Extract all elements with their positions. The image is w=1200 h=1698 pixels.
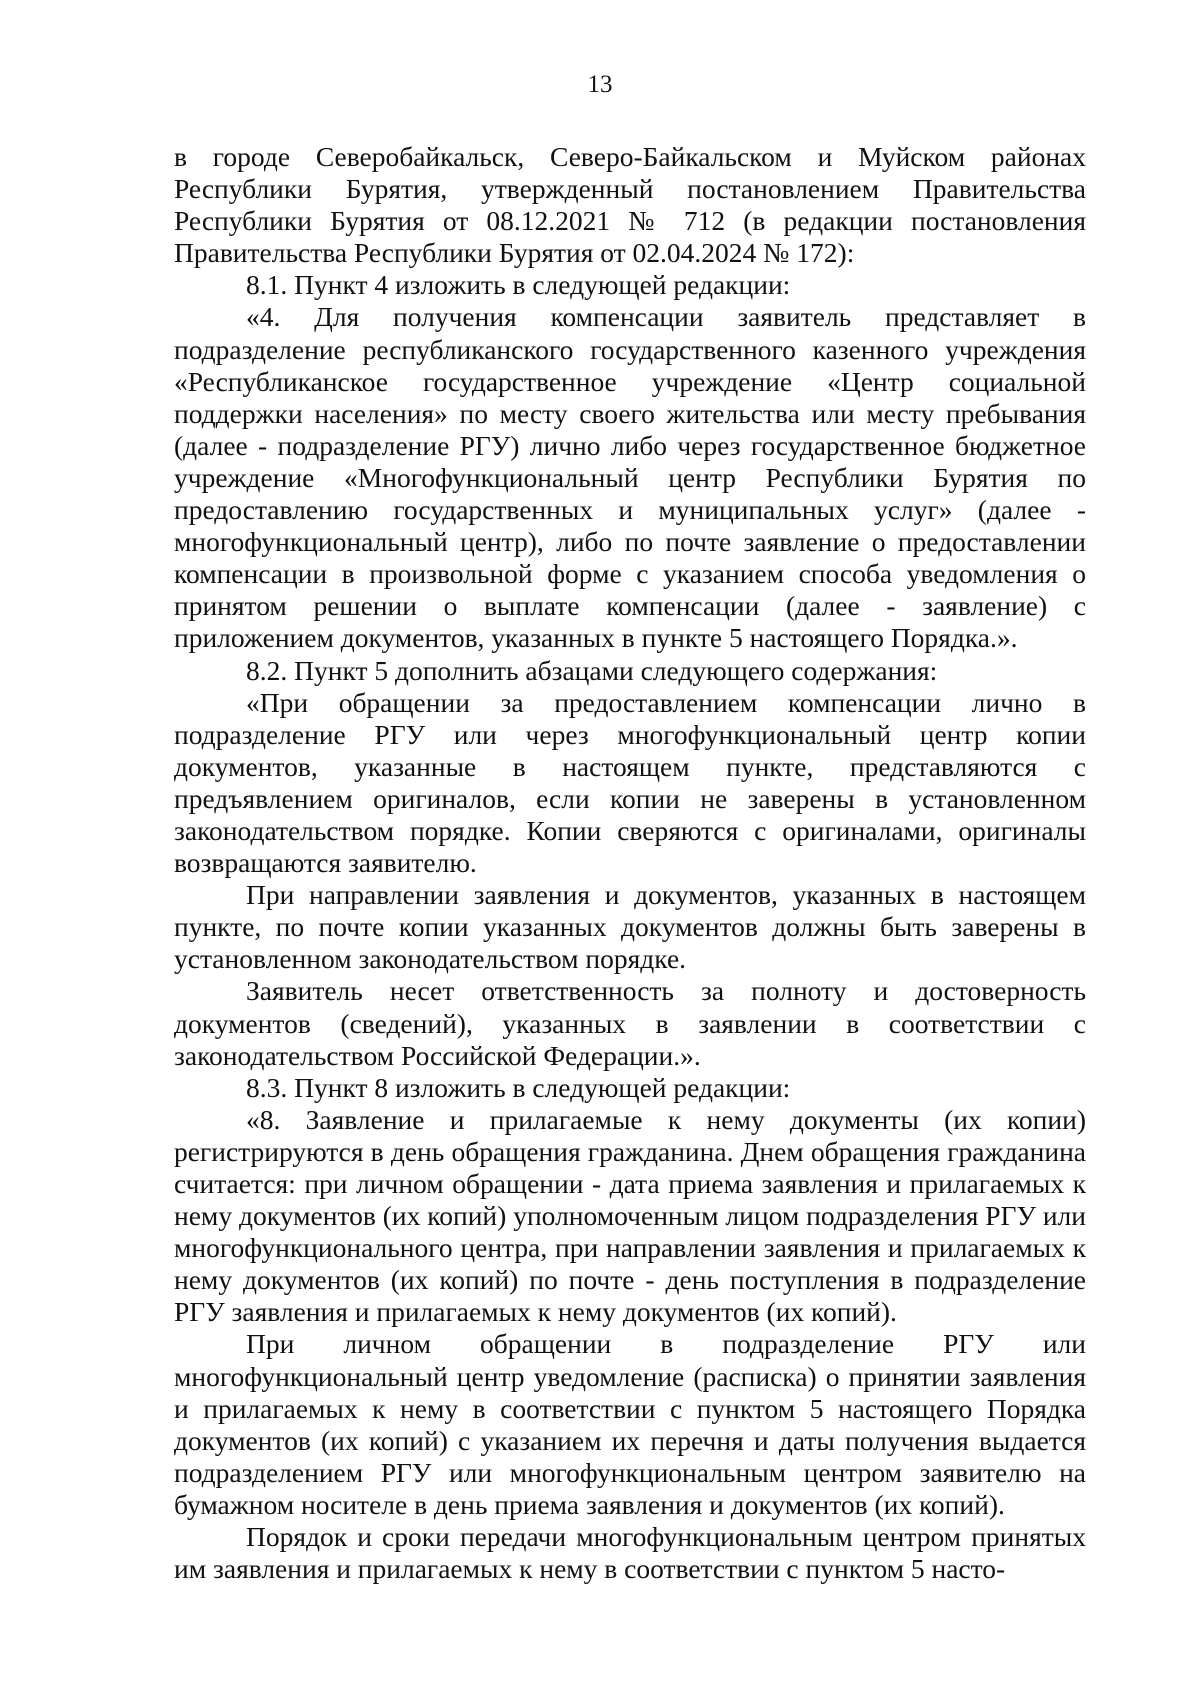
paragraph-8-2-heading: 8.2. Пункт 5 дополнить абзацами следующего содержания: [246,654,938,686]
paragraph-point-8-transfer: Порядок и сроки передачи многофункциональным центром принятых им заявления и прилагаемых к нему в соответствии с пунктом 5 насто- [174,1521,1086,1585]
paragraph-8-1-heading: 8.1. Пункт 4 изложить в следующей редакции: [246,269,791,301]
page-number: 13 [587,71,613,98]
document-body [174,141,1086,1585]
paragraph-point-8-text: «8. Заявление и прилагаемые к нему документы (их копии) регистрируются в день обращения гражданина. Днем обращения гражданина считается: при личном обращении - дата приема заявления и прилагаемых к нему документов (их копий) уполномоченным лицом подразделения РГУ или многофункционального центра, при направлении заявления и прилагаемых к нему документов (их копий) по почте - день поступления в подразделение РГУ заявления и прилагаемых к нему документов (их копий). [174,1103,1086,1328]
paragraph-point-5-addition-3: Заявитель несет ответственность за полноту и достоверность документов (сведений), указанных в заявлении в соответствии с законодательством Российской Федерации.». [174,975,1086,1071]
paragraph-point-5-addition-1: «При обращении за предоставлением компенсации лично в подразделение РГУ или через многофункциональный центр копии документов, указанные в настоящем пункте, представляются с предъявлением оригиналов, если копии не заверены в установленном законодательством порядке. Копии сверяются с оригиналами, оригиналы возвращаются заявителю. [174,686,1086,879]
paragraph-point-4-text: «4. Для получения компенсации заявитель представляет в подразделение республиканского государственного казенного учреждения «Республиканское государственное учреждение «Центр социальной поддержки населения» по месту своего жительства или месту пребывания (далее - подразделение РГУ) лично либо через государственное бюджетное учреждение «Многофункциональный центр Республики Бурятия по предоставлению государственных и муниципальных услуг» (далее - многофункциональный центр), либо по почте заявление о предоставлении компенсации в произвольной форме с указанием способа уведомления о принятом решении о выплате компенсации (далее - заявление) с приложением документов, указанных в пункте 5 настоящего Порядка.». [174,301,1086,654]
paragraph-8-3-heading: 8.3. Пункт 8 изложить в следующей редакции: [246,1071,791,1103]
paragraph-point-8-receipt: При личном обращении в подразделение РГУ или многофункциональный центр уведомление (расписка) о принятии заявления и прилагаемых к нему в соответствии с пунктом 5 настоящего Порядка документов (их копий) с указанием их перечня и даты получения выдается подразделением РГУ или многофункциональным центром заявителю на бумажном носителе в день приема заявления и документов (их копий). [174,1328,1086,1520]
paragraph-continuation: в городе Северобайкальск, Северо-Байкальском и Муйском районах Республики Бурятия, утвержденный постановлением Правительства Республики Бурятия от 08.12.2021 № 712 (в редакции постановления Правительства Республики Бурятия от 02.04.2024 № 172): [174,141,1086,269]
paragraph-point-5-addition-2: При направлении заявления и документов, указанных в настоящем пункте, по почте копии указанных документов должны быть заверены в установленном законодательством порядке. [174,879,1086,975]
